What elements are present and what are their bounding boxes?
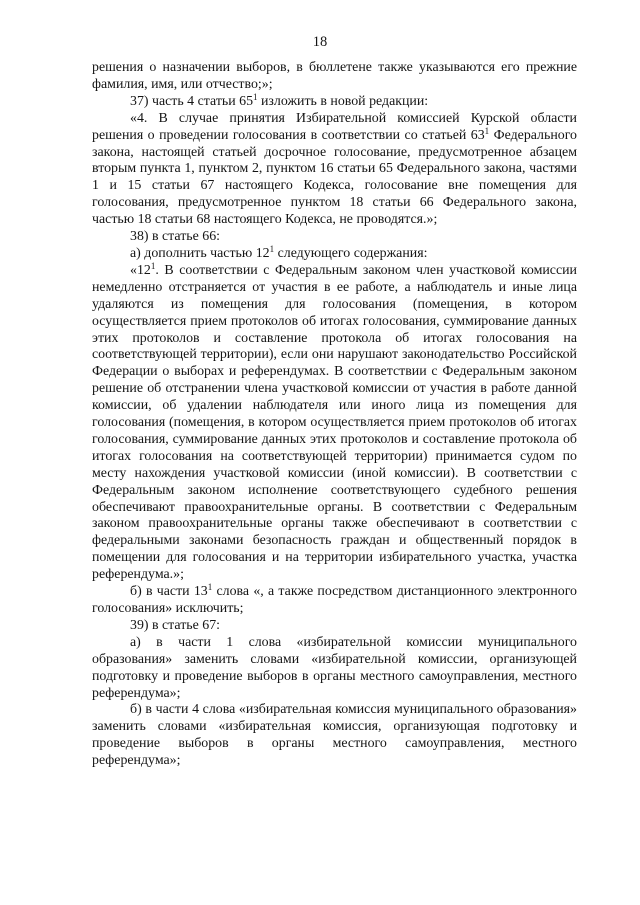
- superscript: 1: [253, 91, 258, 102]
- quoted-part-4: «4. В случае принятия Избирательной комиссией Курской области решения о проведении голосования в соответствии со статьей $63^1$ Федерального закона, настоящей статьей досрочное голосование, предусмотренное абзацем вторым пункта 1, пунктом 2, пунктом 16 статьи 65 Федерального закона, частями 1 и 15 статьи 67 настоящего Кодекса, голосование вне помещения для голосования, предусмотренное пунктом 18 статьи 66 Федерального закона, частью 18 статьи 68 настоящего Кодекса, не проводятся.»;: [92, 110, 577, 228]
- item-38: 38) в статье 66:: [130, 229, 221, 245]
- item-39: 39) в статье 67:: [130, 617, 221, 633]
- subitem-39a: а) в части 1 слова «избирательной комиссии муниципального образования» заменить словами «избирательной комиссии, организующей подготовку и проведение выборов в органы местного самоуправления, местного референдума»;: [92, 634, 577, 701]
- quoted-part-12-1: «$12^1$. В соответствии с Федеральным законом член участковой комиссии немедленно отстраняется от участия в ее работе, а наблюдатель и иные лица удаляются из помещения для голосования (помещения, в котором осуществляется прием протоколов об итогах голосования, суммирование данных этих протоколов и составление протокола об итогах голосования на соответствующей территории), если они нарушают законодательство Российской Федерации о выборах и референдумах. В соответствии с Федеральным законом решение об отстранении члена участковой комиссии от участия в работе данной комиссии, об удалении наблюдателя или иного лица из помещения для голосования (помещения, в котором осуществляется прием протоколов об итогах голосования, суммирование данных этих протоколов и составление протокола об итогах голосования на соответствующей территории) принимается судом по месту нахождения участковой комиссии (иной комиссии). В соответствии с Федеральным законом исполнение соответствующего судебного решения обеспечивают правоохранительные органы. В соответствии с Федеральным законом правоохранительные органы также обеспечивают в соответствии с федеральными законами безопасность граждан и общественный порядок в помещении для голосования и на территории избирательного участка, участка референдума.»;: [92, 260, 577, 583]
- document-body: [92, 60, 577, 770]
- subitem-38b: б) в части $13^1$ слова «, а также посредством дистанционного электронного голосования» исключить;: [92, 582, 577, 616]
- subitem-38a: а) дополнить частью $12^1$ следующего содержания:: [130, 243, 428, 261]
- superscript: 1: [484, 125, 490, 136]
- page-number: 18: [312, 34, 328, 50]
- superscript: 1: [207, 582, 213, 593]
- paragraph-continuation: решения о назначении выборов, в бюллетене также указываются его прежние фамилия, имя, или отчество;»;: [92, 60, 577, 92]
- subitem-39b: б) в части 4 слова «избирательная комиссия муниципального образования» заменить словами «избирательная комиссия, организующая подготовку и проведение выборов в органы местного самоуправления, местного референдума»;: [92, 702, 577, 769]
- superscript: 1: [150, 260, 156, 271]
- superscript: 1: [269, 243, 275, 254]
- item-37: 37) часть 4 статьи $65^1$ изложить в новой редакции:: [130, 91, 429, 109]
